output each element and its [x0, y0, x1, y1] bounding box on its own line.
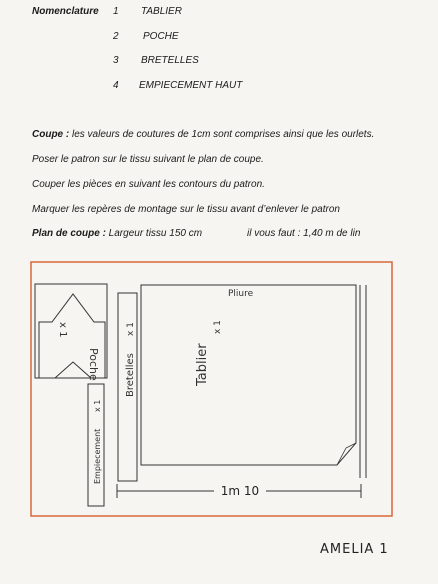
- nomenclature-label-2: POCHE: [143, 31, 179, 42]
- empiecement-label: Empiecement: [93, 428, 102, 484]
- nomenclature-label-3: BRETELLES: [141, 55, 199, 66]
- coupe-label: Coupe :: [32, 129, 70, 140]
- nomenclature-num-2: 2: [113, 31, 119, 42]
- poche-qty: x 1: [57, 322, 68, 338]
- poche-label: Poche: [87, 348, 100, 381]
- coupe-text: les valeurs de coutures de 1cm sont comprises ainsi que les ourlets.: [69, 129, 375, 140]
- tablier-qty: x 1: [213, 320, 223, 334]
- signature: AMELIA 1: [320, 542, 389, 557]
- nomenclature-label-4: EMPIECEMENT HAUT: [139, 80, 243, 91]
- instruction-line-2: Couper les pièces en suivant les contours du patron.: [32, 179, 265, 190]
- fold-label: Pliure: [228, 289, 254, 299]
- nomenclature-num-4: 4: [113, 80, 119, 91]
- instruction-line-3: Marquer les repères de montage sur le tissu avant d’enlever le patron: [32, 204, 340, 215]
- nomenclature-num-1: 1: [113, 6, 119, 17]
- bretelles-label: Bretelles: [125, 353, 136, 397]
- plan-width: Largeur tissu 150 cm: [105, 228, 203, 239]
- bretelles-qty: x 1: [126, 322, 136, 336]
- plan-label: Plan de coupe :: [32, 228, 106, 239]
- nomenclature-label-1: TABLIER: [141, 6, 182, 17]
- dimension-label: 1m 10: [220, 484, 260, 498]
- fabric-border: [31, 262, 392, 516]
- instruction-line-1: Poser le patron sur le tissu suivant le plan de coupe.: [32, 154, 264, 165]
- tablier-outline: [141, 285, 356, 465]
- tablier-label: Tablier: [195, 343, 210, 386]
- empiecement-qty: x 1: [93, 399, 102, 412]
- nomenclature-num-3: 3: [113, 55, 119, 66]
- nomenclature-heading: Nomenclature: [32, 6, 99, 17]
- plan-need: il vous faut : 1,40 m de lin: [247, 228, 361, 239]
